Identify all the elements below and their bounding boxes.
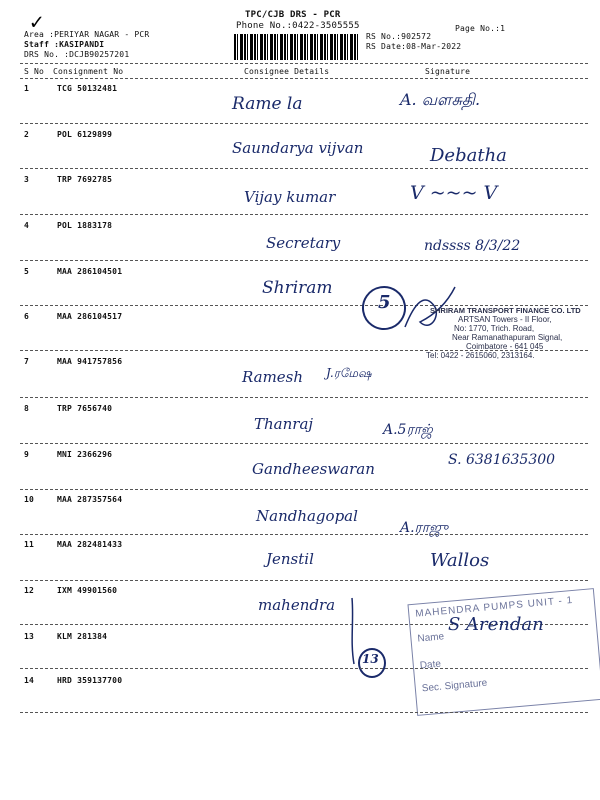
stamp-line: Coimbatore - 641 045 <box>466 342 544 351</box>
row-sno: 2 <box>24 130 30 139</box>
barcode <box>234 34 360 60</box>
row-consignee-name: Vijay kumar <box>244 188 336 206</box>
header-divider <box>20 63 588 64</box>
row-divider <box>20 123 588 124</box>
column-divider <box>20 78 588 79</box>
row-signature: Wallos <box>430 550 490 571</box>
row-sno: 3 <box>24 175 30 184</box>
row-signature: J.ரமேஷ <box>326 366 372 380</box>
circle-annotation-number: 13 <box>362 652 379 666</box>
row-consignment: TCG 50132481 <box>57 84 118 93</box>
row-sno: 10 <box>24 495 35 504</box>
row-divider <box>20 260 588 261</box>
row-consignee-name: Thanraj <box>254 415 314 433</box>
row-divider <box>20 397 588 398</box>
circle-annotation-number: 5 <box>378 292 391 313</box>
row-consignment: TRP 7656740 <box>57 404 113 413</box>
row-signature: ndssss 8/3/22 <box>424 238 521 254</box>
row-sno: 11 <box>24 540 35 549</box>
row-consignment: MAA 286104501 <box>57 267 123 276</box>
tick-mark-icon: ✓ <box>30 10 44 35</box>
row-divider <box>20 443 588 444</box>
rs-number: RS No.:902572 <box>366 32 432 41</box>
row-consignee-name: Secretary <box>266 234 341 252</box>
stamp-line: MAHENDRA PUMPS UNIT - 1 <box>414 594 574 620</box>
stamp-line: SHRIRAM TRANSPORT FINANCE CO. LTD <box>430 306 581 315</box>
row-consignee-name: Rame la <box>232 94 303 114</box>
row-signature: A.ராஜு <box>400 520 449 536</box>
row-sno: 12 <box>24 586 35 595</box>
row-consignment: IXM 49901560 <box>57 586 118 595</box>
row-consignee-name: Shriram <box>262 278 333 298</box>
area-label: Area :PERIYAR NAGAR - PCR <box>24 30 150 39</box>
row-consignment: POL 1883178 <box>57 221 113 230</box>
col-sno: S No <box>24 67 45 76</box>
col-consignment: Consignment No <box>53 67 124 76</box>
row-divider <box>20 712 588 713</box>
drs-number: DRS No. :DCJB90257201 <box>24 50 130 59</box>
row-consignment: KLM 281384 <box>57 632 108 641</box>
row-sno: 6 <box>24 312 30 321</box>
row-sno: 5 <box>24 267 30 276</box>
row-consignment: MNI 2366296 <box>57 450 113 459</box>
row-consignment: TRP 7692785 <box>57 175 113 184</box>
stamp-line: No: 1770, Trich. Road, <box>454 324 535 333</box>
row-divider <box>20 168 588 169</box>
row-sno: 9 <box>24 450 30 459</box>
row-signature: Debatha <box>430 145 507 166</box>
row-divider <box>20 214 588 215</box>
row-consignee-name: Ramesh <box>242 368 304 386</box>
company-stamp <box>408 306 598 376</box>
row-consignment: MAA 941757856 <box>57 357 123 366</box>
stamp-line: Sec. Signature <box>421 677 488 695</box>
col-consignee: Consignee Details <box>244 67 330 76</box>
company-stamp <box>407 588 600 716</box>
stamp-line: Tel: 0422 - 2615060, 2313164. <box>426 351 535 360</box>
row-consignee-name: Gandheeswaran <box>252 460 375 478</box>
row-sno: 1 <box>24 84 30 93</box>
row-sno: 14 <box>24 676 35 685</box>
connector-line <box>340 596 370 666</box>
row-signature: S. 6381635300 <box>448 452 556 468</box>
stamp-line: Date <box>419 658 442 672</box>
page-number: Page No.:1 <box>455 24 506 33</box>
stamp-line: Name <box>417 631 445 645</box>
row-consignee-name: Jenstil <box>266 550 314 568</box>
row-sno: 4 <box>24 221 30 230</box>
row-sno: 7 <box>24 357 30 366</box>
col-signature: Signature <box>425 67 471 76</box>
row-divider <box>20 668 588 669</box>
phone-number: Phone No.:0422-3505555 <box>236 21 360 31</box>
row-consignee-name: Saundarya vijvan <box>232 139 364 157</box>
document-title: TPC/CJB DRS - PCR <box>245 10 341 20</box>
row-signature: S Arendan <box>448 614 544 635</box>
stamp-line: Near Ramanathapuram Signal, <box>452 333 563 342</box>
staff-label: Staff :KASIPANDI <box>24 40 105 49</box>
row-consignee-name: Nandhagopal <box>256 507 358 525</box>
row-consignment: HRD 359137700 <box>57 676 123 685</box>
row-divider <box>20 489 588 490</box>
row-signature: A.5ராஜ் <box>383 422 433 438</box>
row-divider <box>20 534 588 535</box>
row-consignee-name: mahendra <box>258 596 336 614</box>
stamp-line: ARTSAN Towers - II Floor, <box>458 315 552 324</box>
row-consignment: MAA 286104517 <box>57 312 123 321</box>
row-sno: 8 <box>24 404 30 413</box>
row-signature: A. வளசுதி. <box>400 90 481 109</box>
rs-date: RS Date:08-Mar-2022 <box>366 42 462 51</box>
row-divider <box>20 580 588 581</box>
row-consignment: POL 6129899 <box>57 130 113 139</box>
row-signature: V ~~~ V <box>410 182 498 204</box>
row-consignment: MAA 282481433 <box>57 540 123 549</box>
row-sno: 13 <box>24 632 35 641</box>
row-consignment: MAA 287357564 <box>57 495 123 504</box>
